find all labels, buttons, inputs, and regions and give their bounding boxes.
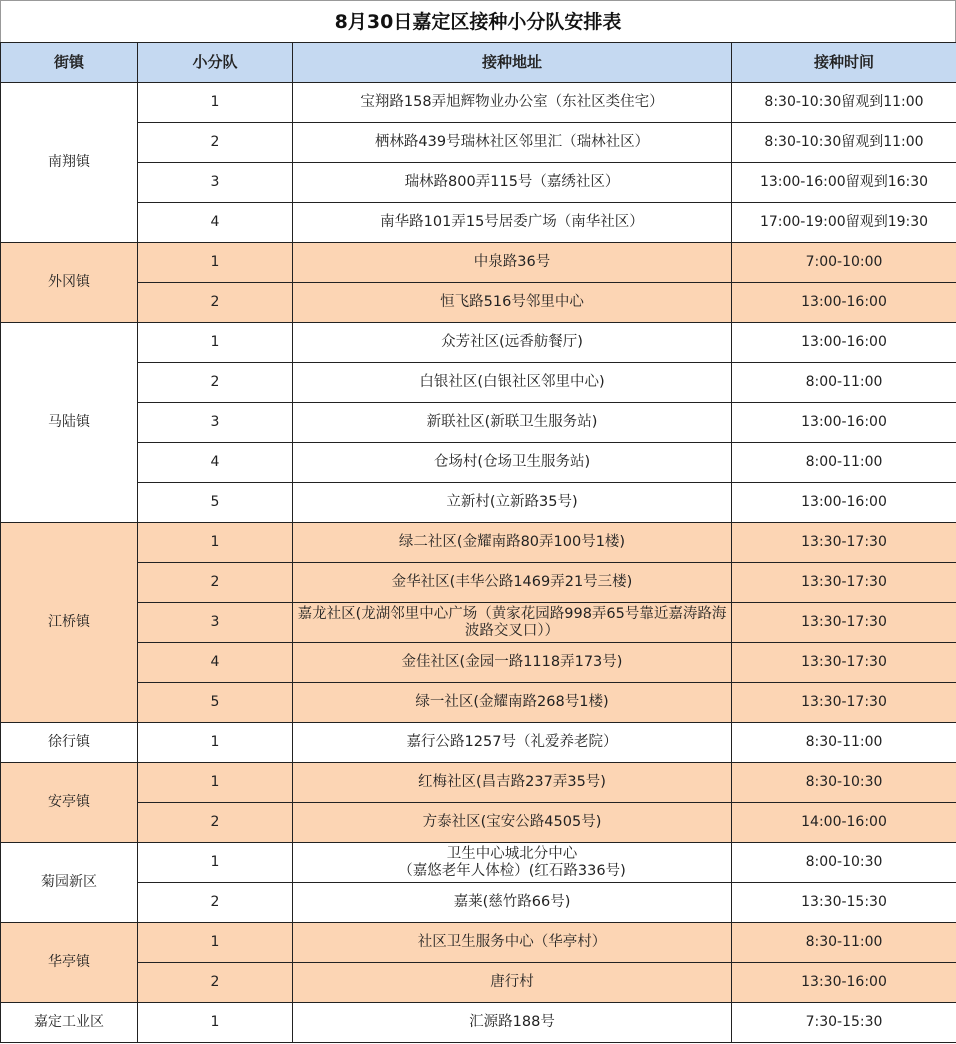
address-cell: 绿一社区(金耀南路268号1楼) — [293, 683, 732, 723]
table-row — [1, 723, 956, 763]
table-row — [1, 283, 956, 323]
time-cell: 13:00-16:00留观到16:30 — [732, 163, 956, 203]
address-cell: 恒飞路516号邻里中心 — [293, 283, 732, 323]
header-team: 小分队 — [138, 43, 293, 83]
team-number-cell: 2 — [138, 963, 293, 1003]
town-cell: 菊园新区 — [1, 843, 138, 923]
table-row — [1, 363, 956, 403]
time-cell: 13:30-17:30 — [732, 643, 956, 683]
table-row — [1, 963, 956, 1003]
address-cell: 社区卫生服务中心（华亭村） — [293, 923, 732, 963]
town-cell: 马陆镇 — [1, 323, 138, 523]
town-cell: 外冈镇 — [1, 243, 138, 323]
address-cell: 嘉行公路1257号（礼爱养老院） — [293, 723, 732, 763]
address-cell: 金华社区(丰华公路1469弄21号三楼) — [293, 563, 732, 603]
team-number-cell: 1 — [138, 843, 293, 883]
table-row — [1, 163, 956, 203]
address-cell: 金佳社区(金园一路1118弄173号) — [293, 643, 732, 683]
table-title: 8月30日嘉定区接种小分队安排表 — [0, 0, 956, 42]
address-cell: 宝翔路158弄旭辉物业办公室（东社区类住宅） — [293, 83, 732, 123]
address-cell: 众芳社区(远香舫餐厅) — [293, 323, 732, 363]
time-cell: 13:00-16:00 — [732, 483, 956, 523]
address-cell: 卫生中心城北分中心 （嘉悠老年人体检）(红石路336号) — [293, 843, 732, 883]
address-cell: 立新村(立新路35号) — [293, 483, 732, 523]
address-cell: 中泉路36号 — [293, 243, 732, 283]
schedule-table — [0, 42, 956, 1043]
time-cell: 8:30-10:30 — [732, 763, 956, 803]
address-cell: 白银社区(白银社区邻里中心) — [293, 363, 732, 403]
time-cell: 7:30-15:30 — [732, 1003, 956, 1043]
header-row — [1, 43, 956, 83]
team-number-cell: 5 — [138, 683, 293, 723]
header-time: 接种时间 — [732, 43, 956, 83]
address-cell: 嘉莱(慈竹路66号) — [293, 883, 732, 923]
town-cell: 南翔镇 — [1, 83, 138, 243]
team-number-cell: 3 — [138, 603, 293, 643]
team-number-cell: 1 — [138, 83, 293, 123]
table-row — [1, 683, 956, 723]
table-row — [1, 523, 956, 563]
address-cell: 瑞林路800弄115号（嘉绣社区） — [293, 163, 732, 203]
table-row — [1, 1003, 956, 1043]
time-cell: 13:00-16:00 — [732, 403, 956, 443]
table-row — [1, 203, 956, 243]
address-cell: 汇源路188号 — [293, 1003, 732, 1043]
town-cell: 江桥镇 — [1, 523, 138, 723]
time-cell: 13:00-16:00 — [732, 283, 956, 323]
time-cell: 8:30-10:30留观到11:00 — [732, 83, 956, 123]
table-row — [1, 123, 956, 163]
table-row — [1, 323, 956, 363]
table-row — [1, 803, 956, 843]
town-cell: 华亭镇 — [1, 923, 138, 1003]
team-number-cell: 2 — [138, 803, 293, 843]
time-cell: 13:30-16:00 — [732, 963, 956, 1003]
team-number-cell: 5 — [138, 483, 293, 523]
team-number-cell: 4 — [138, 643, 293, 683]
table-row — [1, 563, 956, 603]
team-number-cell: 2 — [138, 883, 293, 923]
team-number-cell: 2 — [138, 283, 293, 323]
time-cell: 14:00-16:00 — [732, 803, 956, 843]
team-number-cell: 2 — [138, 123, 293, 163]
time-cell: 8:00-11:00 — [732, 443, 956, 483]
time-cell: 8:00-10:30 — [732, 843, 956, 883]
table-row — [1, 83, 956, 123]
time-cell: 8:30-11:00 — [732, 723, 956, 763]
table-row — [1, 483, 956, 523]
team-number-cell: 3 — [138, 163, 293, 203]
team-number-cell: 1 — [138, 723, 293, 763]
address-cell: 栖林路439号瑞林社区邻里汇（瑞林社区） — [293, 123, 732, 163]
address-cell: 绿二社区(金耀南路80弄100号1楼) — [293, 523, 732, 563]
address-cell: 南华路101弄15号居委广场（南华社区） — [293, 203, 732, 243]
team-number-cell: 1 — [138, 1003, 293, 1043]
team-number-cell: 1 — [138, 323, 293, 363]
time-cell: 13:30-17:30 — [732, 523, 956, 563]
table-row — [1, 843, 956, 883]
team-number-cell: 1 — [138, 243, 293, 283]
address-cell: 新联社区(新联卫生服务站) — [293, 403, 732, 443]
team-number-cell: 4 — [138, 203, 293, 243]
time-cell: 13:30-17:30 — [732, 683, 956, 723]
time-cell: 8:00-11:00 — [732, 363, 956, 403]
table-row — [1, 763, 956, 803]
address-cell: 嘉龙社区(龙湖邻里中心广场（黄家花园路998弄65号靠近嘉涛路海波路交叉口）） — [293, 603, 732, 643]
team-number-cell: 1 — [138, 523, 293, 563]
time-cell: 13:00-16:00 — [732, 323, 956, 363]
time-cell: 13:30-15:30 — [732, 883, 956, 923]
team-number-cell: 3 — [138, 403, 293, 443]
table-row — [1, 643, 956, 683]
town-cell: 嘉定工业区 — [1, 1003, 138, 1043]
team-number-cell: 2 — [138, 363, 293, 403]
team-number-cell: 1 — [138, 763, 293, 803]
header-town: 街镇 — [1, 43, 138, 83]
team-number-cell: 1 — [138, 923, 293, 963]
header-address: 接种地址 — [293, 43, 732, 83]
address-cell: 仓场村(仓场卫生服务站) — [293, 443, 732, 483]
address-cell: 红梅社区(昌吉路237弄35号) — [293, 763, 732, 803]
time-cell: 13:30-17:30 — [732, 563, 956, 603]
address-cell: 唐行村 — [293, 963, 732, 1003]
time-cell: 17:00-19:00留观到19:30 — [732, 203, 956, 243]
address-cell: 方泰社区(宝安公路4505号) — [293, 803, 732, 843]
table-row — [1, 243, 956, 283]
town-cell: 徐行镇 — [1, 723, 138, 763]
time-cell: 13:30-17:30 — [732, 603, 956, 643]
table-row — [1, 883, 956, 923]
town-cell: 安亭镇 — [1, 763, 138, 843]
time-cell: 8:30-10:30留观到11:00 — [732, 123, 956, 163]
time-cell: 8:30-11:00 — [732, 923, 956, 963]
team-number-cell: 2 — [138, 563, 293, 603]
table-row — [1, 443, 956, 483]
table-row — [1, 603, 956, 643]
table-row — [1, 403, 956, 443]
table-row — [1, 923, 956, 963]
time-cell: 7:00-10:00 — [732, 243, 956, 283]
team-number-cell: 4 — [138, 443, 293, 483]
